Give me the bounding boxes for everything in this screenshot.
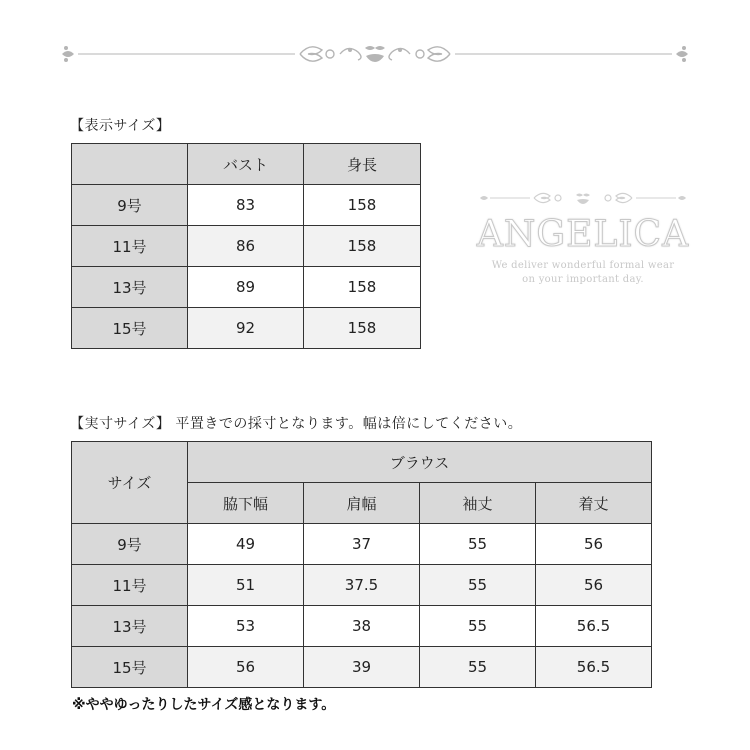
brand-tagline-1: We deliver wonderful formal wear <box>491 260 675 271</box>
header-bust: バスト <box>188 144 304 185</box>
height-value: 158 <box>304 267 421 308</box>
display-size-title: 【表示サイズ】 <box>70 118 171 134</box>
header-blouse: ブラウス <box>188 442 652 483</box>
size-label: 15号 <box>72 647 188 688</box>
size-label: 13号 <box>72 606 188 647</box>
brand-name: ANGELICA <box>476 214 690 255</box>
length-value: 56.5 <box>536 606 652 647</box>
shoulder-value: 38 <box>304 606 420 647</box>
header-garment-length: 着丈 <box>536 483 652 524</box>
height-value: 158 <box>304 185 421 226</box>
logo-ornament-icon <box>470 188 696 208</box>
size-label: 15号 <box>72 308 188 349</box>
fit-note: ※ややゆったりしたサイズ感となります。 <box>72 697 336 713</box>
header-blank-cell <box>72 144 188 185</box>
actual-size-title: 【実寸サイズ】 平置きでの採寸となります。幅は倍にしてください。 <box>70 416 523 432</box>
size-label: 11号 <box>72 226 188 267</box>
table-row <box>72 267 421 308</box>
height-value: 158 <box>304 226 421 267</box>
sleeve-value: 55 <box>420 565 536 606</box>
table-row <box>72 565 652 606</box>
bust-value: 92 <box>188 308 304 349</box>
table-header-row <box>72 442 652 483</box>
size-label: 13号 <box>72 267 188 308</box>
height-value: 158 <box>304 308 421 349</box>
size-label: 11号 <box>72 565 188 606</box>
table-header-row <box>72 144 421 185</box>
sleeve-value: 55 <box>420 606 536 647</box>
table-row <box>72 606 652 647</box>
display-size-table <box>71 143 421 349</box>
shoulder-value: 37.5 <box>304 565 420 606</box>
sleeve-value: 55 <box>420 647 536 688</box>
table-row <box>72 308 421 349</box>
brand-tagline-2: on your important day. <box>522 274 644 285</box>
top-ornament-divider <box>0 38 750 70</box>
bust-value: 86 <box>188 226 304 267</box>
size-label: 9号 <box>72 524 188 565</box>
header-size: サイズ <box>72 442 188 524</box>
table-row <box>72 226 421 267</box>
table-row <box>72 647 652 688</box>
size-label: 9号 <box>72 185 188 226</box>
underarm-value: 53 <box>188 606 304 647</box>
header-sleeve-length: 袖丈 <box>420 483 536 524</box>
sleeve-value: 55 <box>420 524 536 565</box>
header-shoulder-width: 肩幅 <box>304 483 420 524</box>
length-value: 56 <box>536 524 652 565</box>
shoulder-value: 39 <box>304 647 420 688</box>
table-row <box>72 185 421 226</box>
bust-value: 89 <box>188 267 304 308</box>
table-row <box>72 524 652 565</box>
bust-value: 83 <box>188 185 304 226</box>
length-value: 56 <box>536 565 652 606</box>
underarm-value: 49 <box>188 524 304 565</box>
header-underarm-width: 脇下幅 <box>188 483 304 524</box>
underarm-value: 51 <box>188 565 304 606</box>
actual-size-table <box>71 441 652 688</box>
brand-logo <box>470 188 696 288</box>
shoulder-value: 37 <box>304 524 420 565</box>
header-height: 身長 <box>304 144 421 185</box>
length-value: 56.5 <box>536 647 652 688</box>
underarm-value: 56 <box>188 647 304 688</box>
